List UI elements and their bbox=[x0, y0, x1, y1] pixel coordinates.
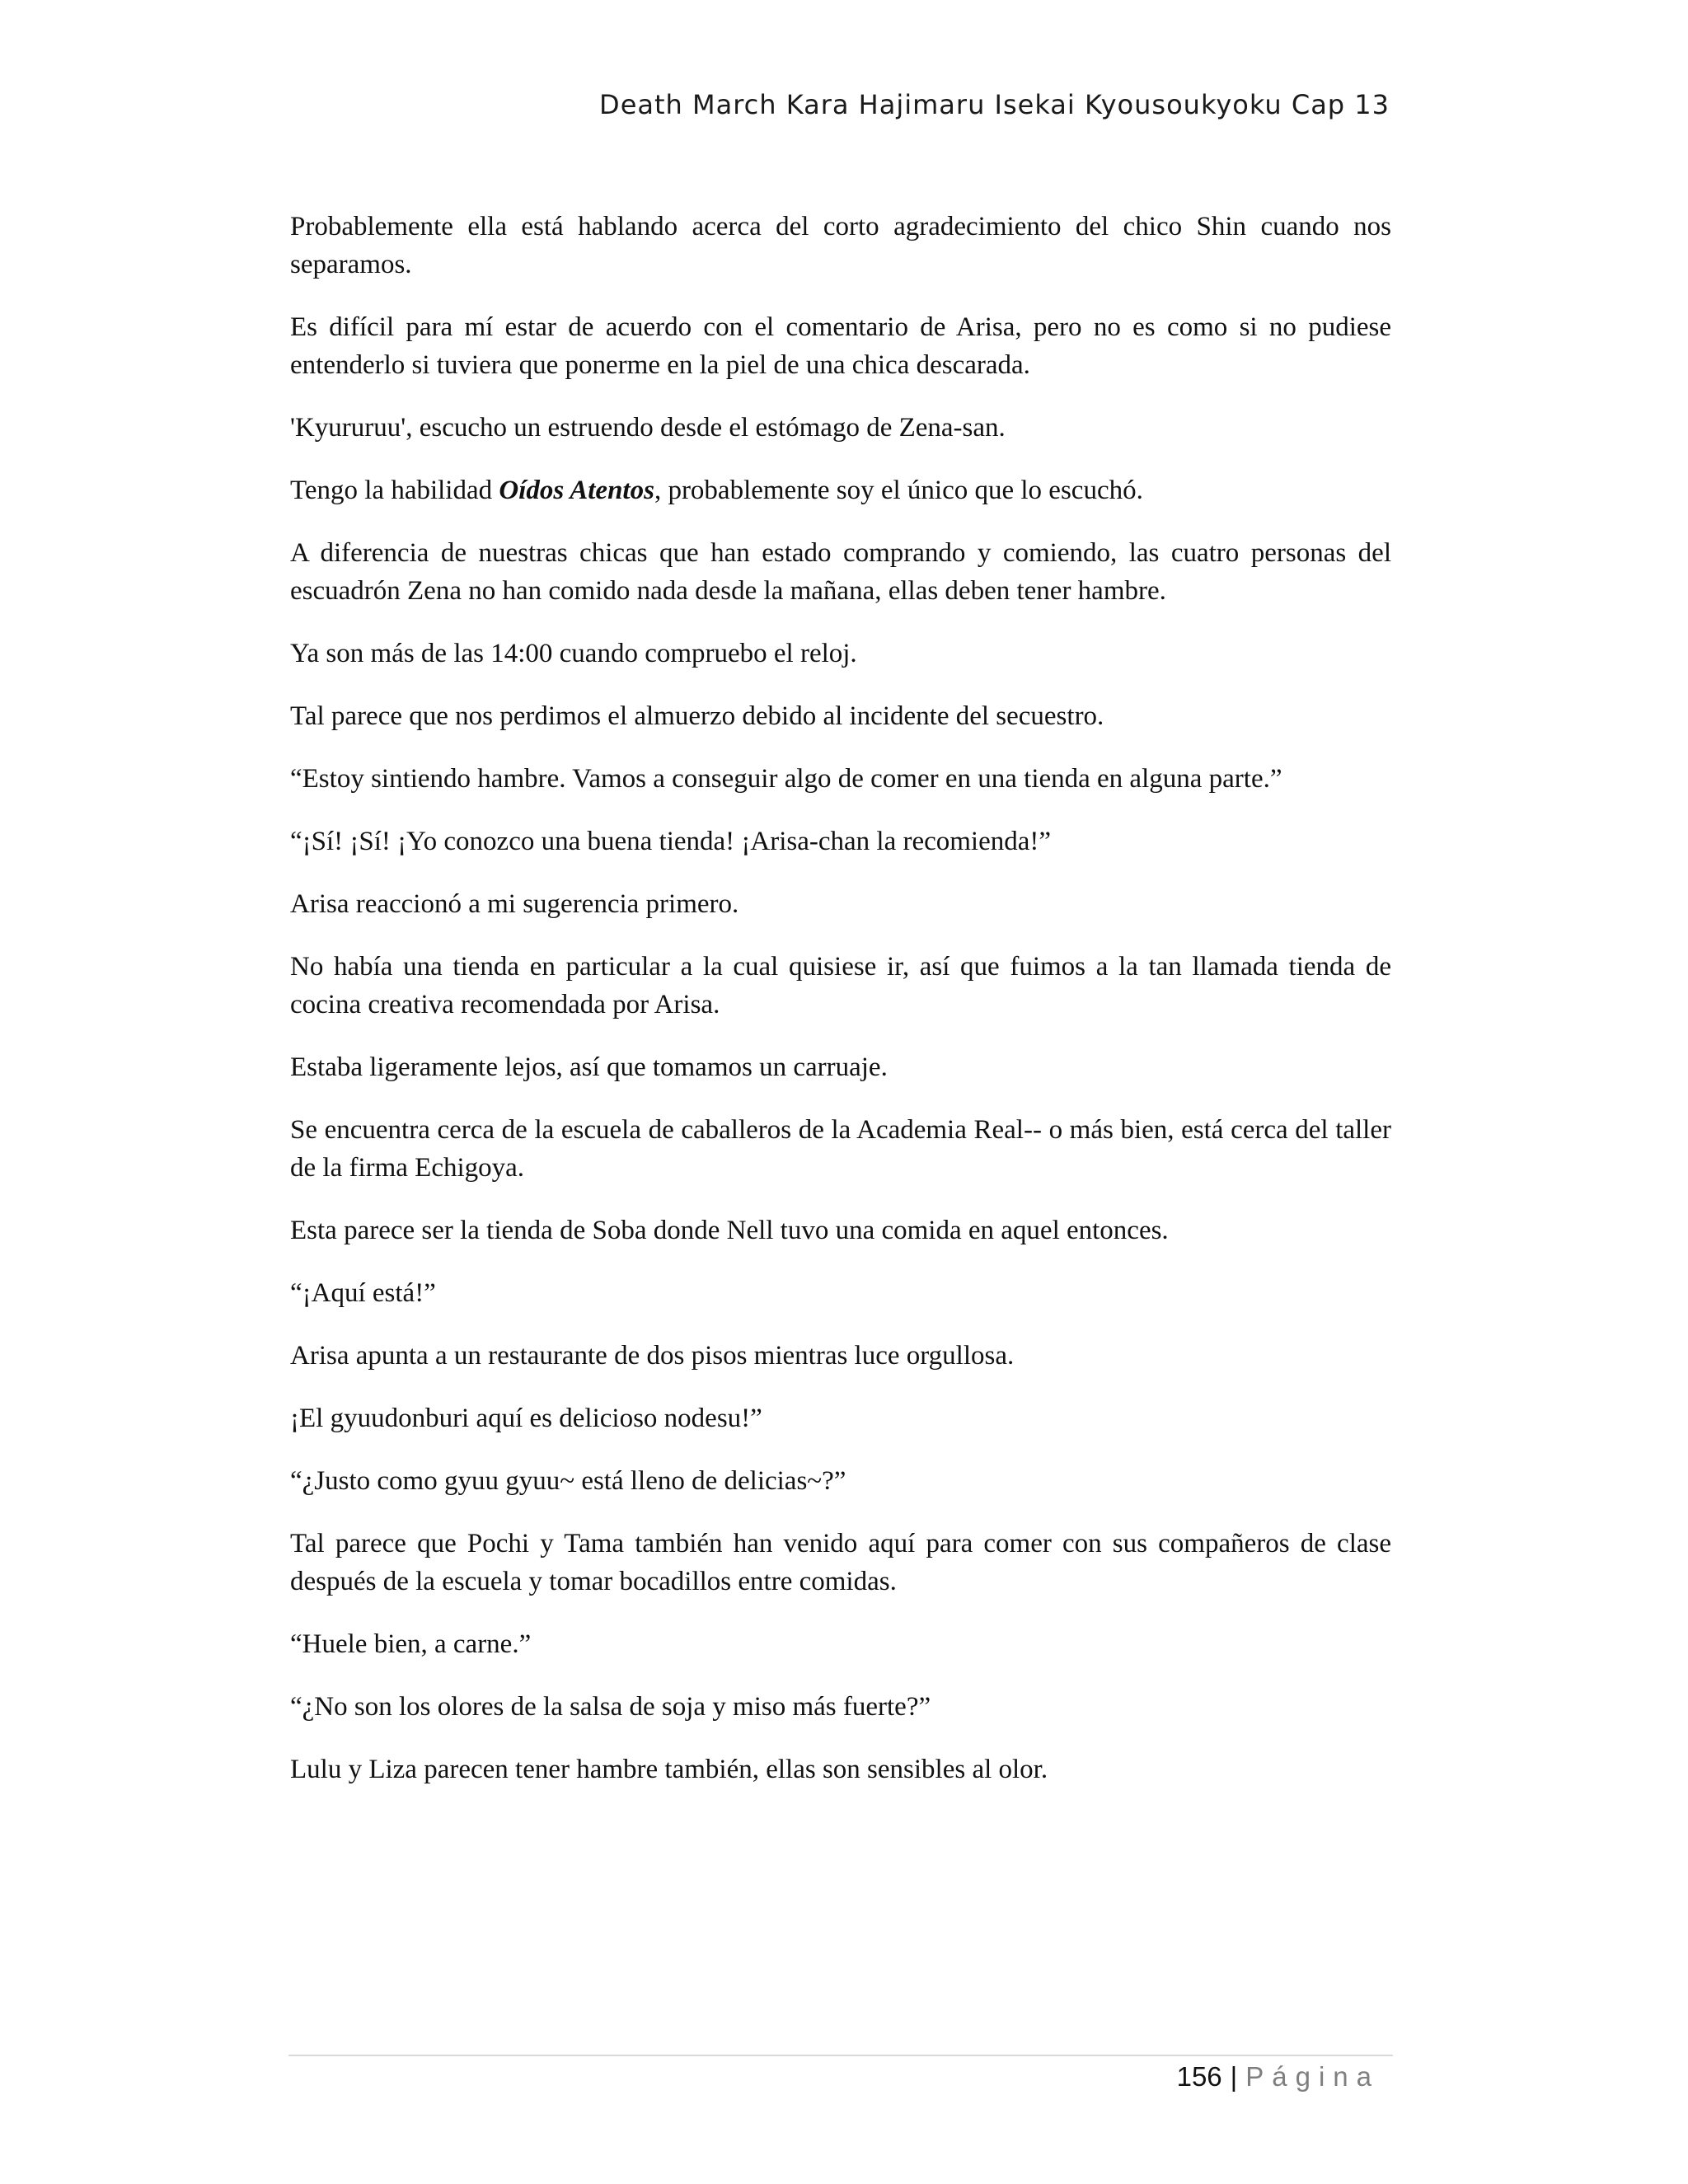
page-number: 156 bbox=[1176, 2061, 1222, 2092]
footer-divider bbox=[288, 2055, 1393, 2056]
paragraph: Estaba ligeramente lejos, así que tomamos un carruaje. bbox=[290, 1052, 888, 1082]
paragraph: “¿Justo como gyuu gyuu~ está lleno de delicias~?” bbox=[290, 1466, 846, 1496]
paragraph: Tal parece que nos perdimos el almuerzo debido al incidente del secuestro. bbox=[290, 701, 1104, 731]
paragraph: 'Kyururuu', escucho un estruendo desde el estómago de Zena-san. bbox=[290, 413, 1006, 443]
paragraph-text: Tengo la habilidad bbox=[290, 476, 499, 505]
paragraph: Arisa reaccionó a mi sugerencia primero. bbox=[290, 889, 739, 919]
paragraph: A diferencia de nuestras chicas que han estado comprando y comiendo, las cuatro personas del escuadrón Zena no han comido nada desde la mañana, ellas deben tener hambre. bbox=[290, 538, 1391, 606]
paragraph: No había una tienda en particular a la cual quisiese ir, así que fuimos a la tan llamada tienda de cocina creativa recomendada por Arisa. bbox=[290, 952, 1391, 1019]
paragraph: Ya son más de las 14:00 cuando compruebo el reloj. bbox=[290, 639, 857, 668]
paragraph: “¡Aquí está!” bbox=[290, 1278, 436, 1308]
paragraph-text: , probablemente soy el único que lo escuchó. bbox=[654, 476, 1143, 505]
paragraph: ¡El gyuudonburi aquí es delicioso nodesu!” bbox=[290, 1404, 762, 1433]
paragraph: “Estoy sintiendo hambre. Vamos a conseguir algo de comer en una tienda en alguna parte.” bbox=[290, 764, 1282, 794]
page-label: Página bbox=[1245, 2061, 1380, 2092]
paragraph: Probablemente ella está hablando acerca del corto agradecimiento del chico Shin cuando nos separamos. bbox=[290, 212, 1391, 279]
page-body bbox=[290, 208, 1391, 1813]
paragraph: “Huele bien, a carne.” bbox=[290, 1629, 532, 1659]
paragraph bbox=[290, 471, 1391, 509]
paragraph: Esta parece ser la tienda de Soba donde Nell tuvo una comida en aquel entonces. bbox=[290, 1216, 1169, 1245]
paragraph: Lulu y Liza parecen tener hambre también, ellas son sensibles al olor. bbox=[290, 1755, 1048, 1784]
paragraph: Tal parece que Pochi y Tama también han venido aquí para comer con sus compañeros de clase después de la escuela y tomar bocadillos entre comidas. bbox=[290, 1529, 1391, 1596]
paragraph: Se encuentra cerca de la escuela de caballeros de la Academia Real-- o más bien, está cerca del taller de la firma Echigoya. bbox=[290, 1115, 1391, 1183]
footer-separator: | bbox=[1230, 2061, 1238, 2092]
page-footer bbox=[288, 2058, 1380, 2096]
paragraph: “¡Sí! ¡Sí! ¡Yo conozco una buena tienda! ¡Arisa-chan la recomienda!” bbox=[290, 827, 1052, 856]
running-header: Death March Kara Hajimaru Isekai Kyousoukyoku Cap 13 bbox=[599, 89, 1390, 120]
paragraph: “¿No son los olores de la salsa de soja y miso más fuerte?” bbox=[290, 1692, 931, 1722]
paragraph: Arisa apunta a un restaurante de dos pisos mientras luce orgullosa. bbox=[290, 1341, 1015, 1371]
skill-name: Oídos Atentos bbox=[499, 476, 654, 505]
paragraph: Es difícil para mí estar de acuerdo con el comentario de Arisa, pero no es como si no pudiese entenderlo si tuviera que ponerme en la piel de una chica descarada. bbox=[290, 312, 1391, 380]
